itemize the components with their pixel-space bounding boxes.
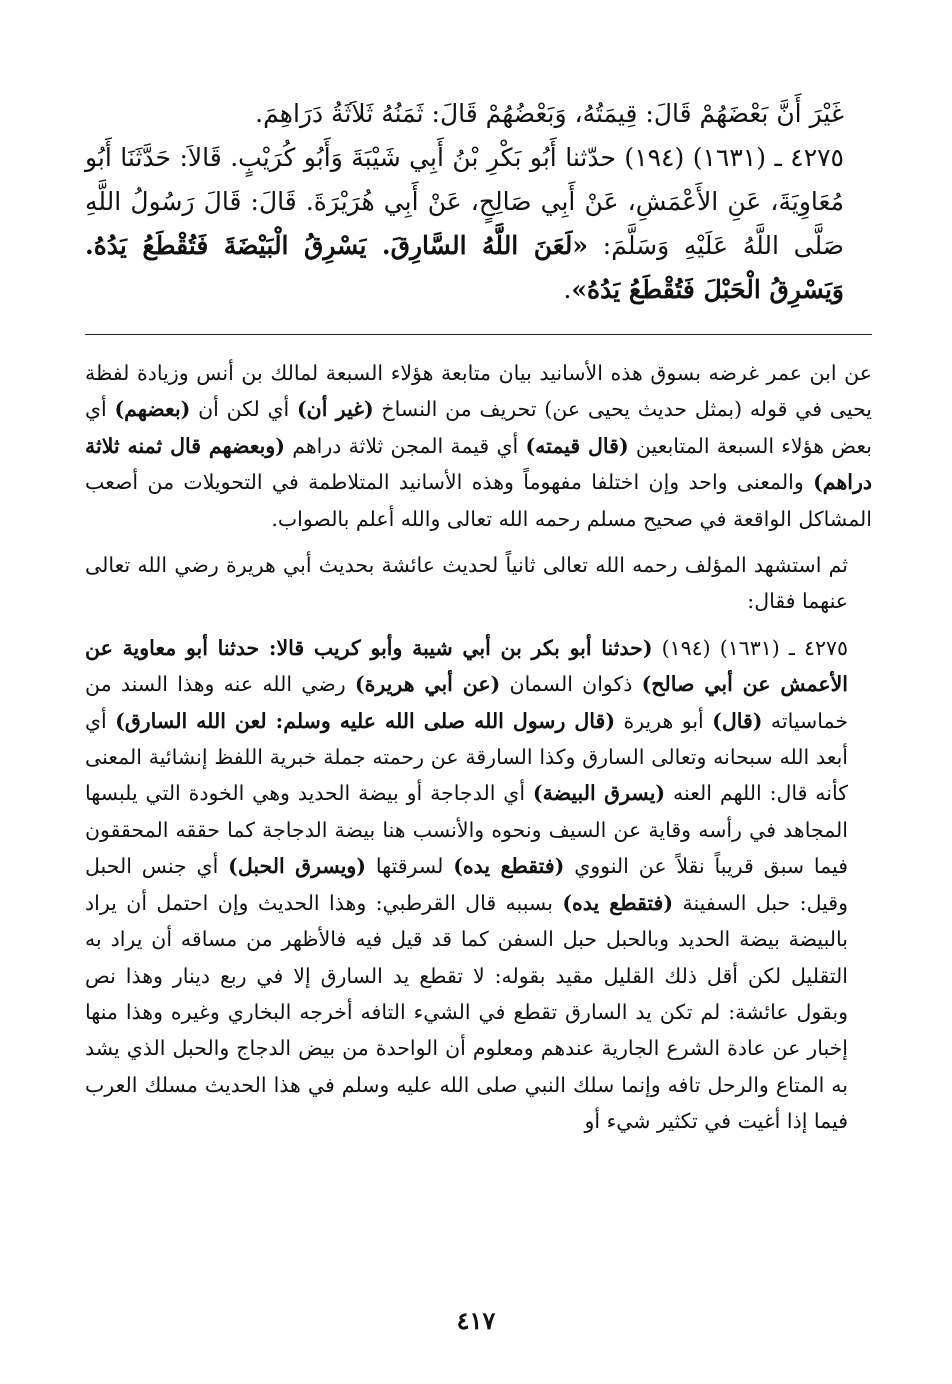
commentary-text (85, 355, 872, 1140)
matn-hadith-quote: «لَعَنَ اللَّهُ السَّارِقَ. يَسْرِقُ الْبَيْضَةَ فَتُقْطَعُ يَدُهُ. وَيَسْرِقُ الْحَبْلَ فَتُقْطَعُ يَدُهُ» (85, 231, 844, 304)
hadith-main-text (85, 92, 872, 312)
text-run: أي قيمة المجن ثلاثة دراهم (284, 433, 526, 458)
text-run: أي لكن أن (190, 397, 297, 422)
text-run: بسببه قال القرطبي: وهذا الحديث وإن احتمل أن يراد بالبيضة بيضة الحديد وبالحبل حبل السفن كما قد قيل فيه فالأظهر من مساقه أن يراد به التقليل لكن أقل ذلك القليل مقيد بقوله: لا تقطع يد السارق إلا في ربع دينار وهذا نص وبقول عائشة: لم تكن يد السارق تقطع في الشيء التافه أخرجه البخاري وغيره وهذا منها إخبار عن عادة الشرع الجارية عندهم ومعلوم أن الواحدة من بيض الدجاج والحبل الذي يشد به المتاع والرحل تافه وإنما سلك النبي صلى الله عليه وسلم في هذا الحديث مسلك العرب فيما إذا أغيت في تكثير شيء أو (85, 890, 848, 1134)
text-run: أبو هريرة (615, 708, 713, 733)
text-run: رضي الله عنه وهذا السند من خماسياته (85, 672, 849, 733)
bold-quote: (عن أبي هريرة) (354, 672, 501, 697)
commentary-paragraph-3 (85, 630, 872, 1140)
text-run: أي بعض هؤلاء السبعة المتابعين (85, 397, 872, 458)
bold-quote: (قال رسول الله صلى الله عليه وسلم: لعن الله السارق) (115, 708, 616, 733)
bold-quote: (غير أن) (296, 397, 374, 422)
text-run: أي أبعد الله سبحانه وتعالى السارق وكذا السارقة عن رحمته جملة خبرية اللفظ إنشائية المعنى كأنه قال: اللهم العنه (85, 708, 849, 806)
commentary-paragraph-1 (85, 355, 872, 537)
text-run: أي الدجاجة أو بيضة الحديد وهي الخودة التي يلبسها المجاهد في رأسه وقاية عن السيف ونحوه والأنسب هنا بيضة الدجاجة كما حققه المحققون فيما سبق قريباً نقلاً عن النووي (85, 781, 849, 879)
bold-quote: (ويسرق الحبل) (228, 854, 366, 879)
bold-quote: (قال قيمته) (525, 433, 629, 458)
bold-quote: (وبعضهم قال ثمنه ثلاثة دراهم) (85, 433, 872, 495)
text-run: ذكوان السمان (500, 672, 642, 697)
text-run: لسرقتها (366, 854, 454, 879)
matn-previous-line: غَيْرَ أَنَّ بَعْضَهُمْ قَالَ: قِيمَتُهُ، وَبَعْضُهُمْ قَالَ: ثَمَنُهُ ثَلاَثَةُ دَرَاهِمَ. (255, 99, 844, 128)
bold-quote: (فتقطع يده) (562, 890, 674, 915)
text-run: أي جنس الحبل وقيل: حبل السفينة (85, 854, 848, 915)
footnote-separator (85, 334, 872, 335)
text-run: عن ابن عمر غرضه بسوق هذه الأسانيد بيان متابعة هؤلاء السبعة لمالك بن أنس وزيادة لفظة يحيى في قوله (بمثل حديث يحيى عن) تحريف من النساخ (85, 361, 873, 422)
matn-isnad: ٤٢٧٥ ـ (١٦٣١) (١٩٤) حدّثنا أَبُو بَكْرِ بْنُ أَبِي شَيْبَةَ وَأَبُو كُرَيْبٍ. قَالاَ: حَدَّثَنَا أَبُو مُعَاوِيَةَ، عَنِ الأَعْمَشِ، عَنْ أَبِي صَالِحٍ، عَنْ أَبِي هُرَيْرَةَ. قَالَ: قَالَ رَسُولُ اللَّهِ صَلَّى اللَّهُ عَلَيْهِ وَسَلَّمَ: (85, 143, 844, 260)
bold-quote: (بعضهم) (114, 397, 191, 422)
text-run: والمعنى واحد وإن اختلفا مفهوماً وهذه الأسانيد المتلاطمة في التحويلات من أصعب المشاكل الواقعة في صحيح مسلم رحمه الله تعالى والله أعلم بالصواب. (85, 470, 872, 531)
bold-quote: (فتقطع يده) (453, 854, 565, 879)
page-number: ٤١٧ (456, 1306, 496, 1335)
matn-end-mark: . (563, 275, 572, 304)
commentary-paragraph-2: ثم استشهد المؤلف رحمه الله تعالى ثانياً لحديث عائشة بحديث أبي هريرة رضي الله تعالى عنهما فقال: (85, 553, 848, 614)
hadith-number: ٤٢٧٥ ـ (١٦٣١) (١٩٤) (652, 635, 849, 660)
bold-quote: (حدثنا أبو بكر بن أبي شيبة وأبو كريب قالا: حدثنا أبو معاوية عن الأعمش عن أبي صالح) (85, 635, 848, 697)
bold-quote: (قال) (712, 708, 763, 733)
bold-quote: (يسرق البيضة) (532, 781, 666, 806)
matn-hadith-4275 (85, 136, 872, 312)
